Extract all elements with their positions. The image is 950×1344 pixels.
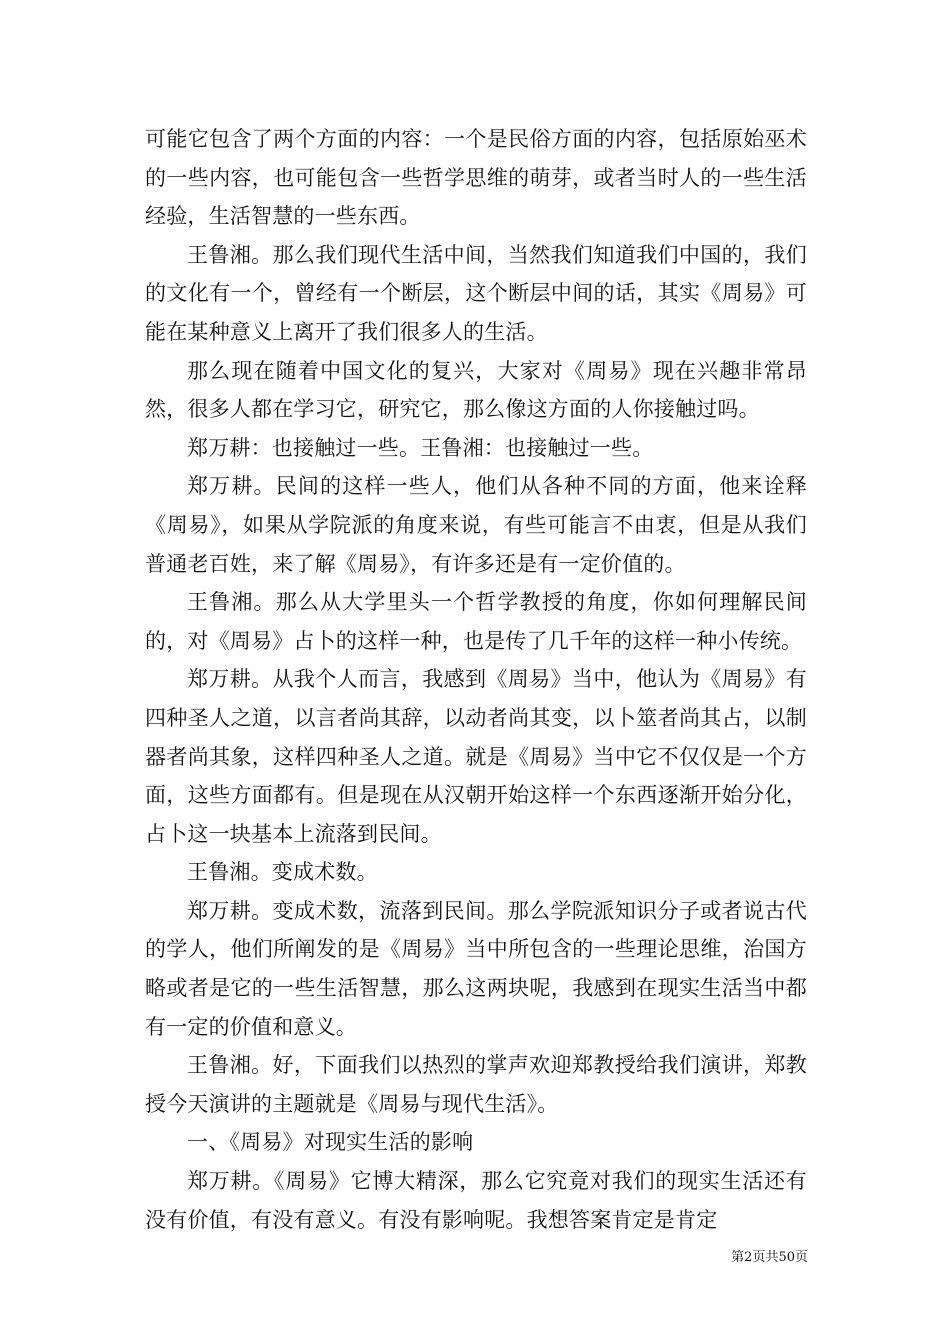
section-heading: 一、《周易》对现实生活的影响: [187, 1130, 474, 1155]
paragraph: 郑万耕。民间的这样一些人，他们从各种不同的方面，他来诠释《周易》，如果从学院派的角度来说，有些可能言不由衷，但是从我们普通老百姓，来了解《周易》，有许多还是有一定价值的。: [145, 474, 807, 576]
paragraph: 可能它包含了两个方面的内容：一个是民俗方面的内容，包括原始巫术的一些内容，也可能包含一些哲学思维的萌芽，或者当时人的一些生活经验，生活智慧的一些东西。: [145, 127, 807, 229]
paragraph: 郑万耕。《周易》它博大精深，那么它究竟对我们的现实生活还有没有价值，有没有意义。有没有影响呢。我想答案肯定是肯定: [145, 1169, 807, 1232]
paragraph: 郑万耕。从我个人而言，我感到《周易》当中，他认为《周易》有四种圣人之道，以言者尚其辞，以动者尚其变，以卜筮者尚其占，以制器者尚其象，这样四种圣人之道。就是《周易》当中它不仅仅是一个方面，这些方面都有。但是现在从汉朝开始这样一个东西逐渐开始分化，占卜这一块基本上流落到民间。: [145, 667, 807, 846]
paragraph: 郑万耕：也接触过一些。王鲁湘：也接触过一些。: [187, 435, 654, 460]
paragraph: 王鲁湘。那么从大学里头一个哲学教授的角度，你如何理解民间的，对《周易》占卜的这样一种，也是传了几千年的这样一种小传统。: [145, 590, 807, 653]
page-number: 第2页共50页: [731, 1250, 808, 1265]
paragraph: 王鲁湘。那么我们现代生活中间，当然我们知道我们中国的，我们的文化有一个，曾经有一个断层，这个断层中间的话，其实《周易》可能在某种意义上离开了我们很多人的生活。: [145, 242, 807, 344]
document-body: [145, 120, 807, 1239]
paragraph: 王鲁湘。变成术数。: [187, 860, 378, 885]
paragraph: 王鲁湘。好，下面我们以热烈的掌声欢迎郑教授给我们演讲，郑教授今天演讲的主题就是《周易与现代生活》。: [145, 1053, 807, 1116]
paragraph: 郑万耕。变成术数，流落到民间。那么学院派知识分子或者说古代的学人，他们所阐发的是《周易》当中所包含的一些理论思维，治国方略或者是它的一些生活智慧，那么这两块呢，我感到在现实生活当中都有一定的价值和意义。: [145, 898, 807, 1039]
paragraph: 那么现在随着中国文化的复兴，大家对《周易》现在兴趣非常昂然，很多人都在学习它，研究它，那么像这方面的人你接触过吗。: [145, 358, 807, 422]
